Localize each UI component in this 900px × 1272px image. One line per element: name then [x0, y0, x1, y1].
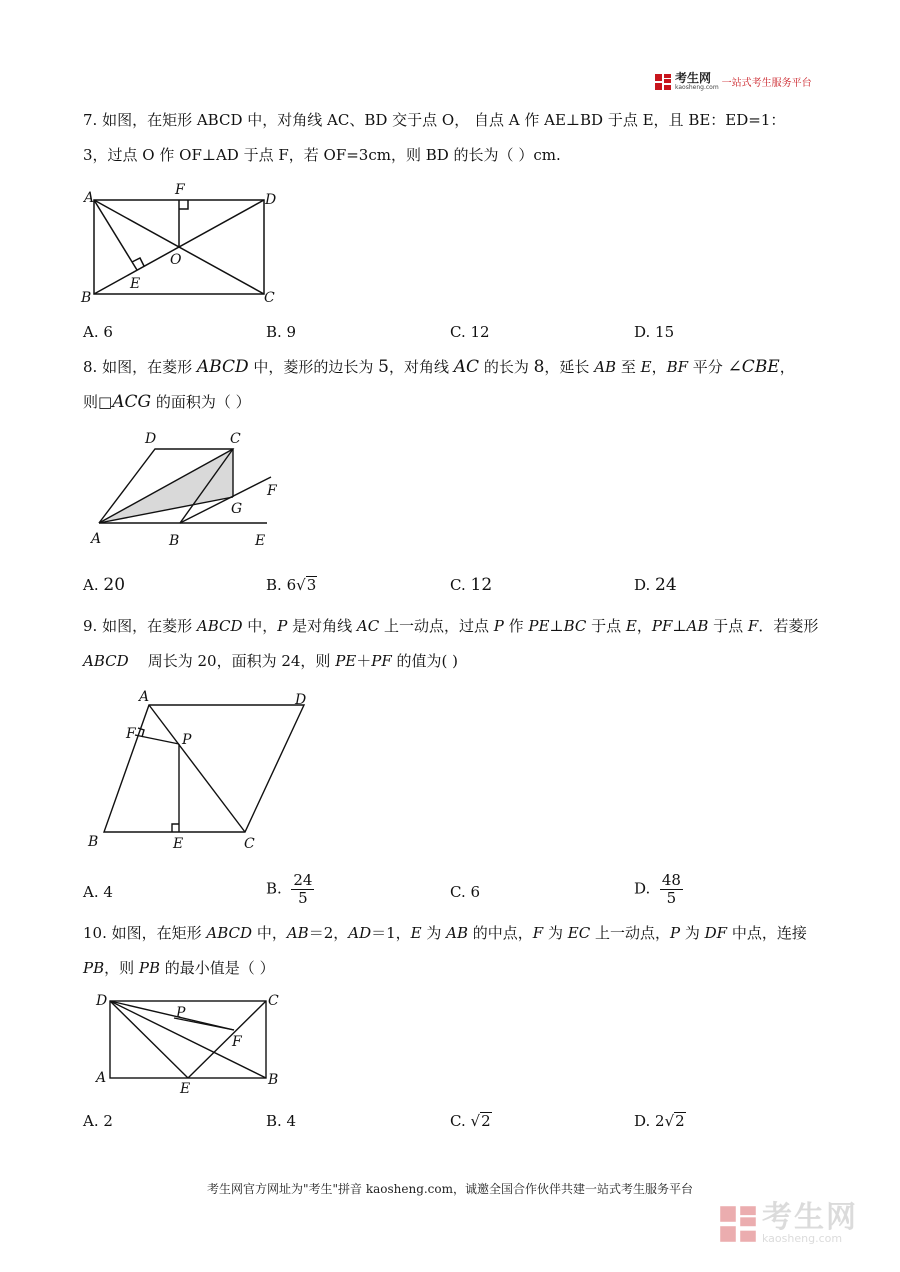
q9-label-b: B — [88, 834, 99, 850]
q10-label-c: C — [268, 993, 279, 1009]
q9-option-a: A. 4 — [83, 883, 113, 901]
q7-option-c: C. 12 — [450, 323, 490, 341]
logo-name: 考生网 — [675, 71, 712, 85]
q8-label-g: G — [231, 501, 243, 517]
q9-figure — [82, 688, 317, 858]
q8-label-b: B — [169, 533, 180, 549]
q8-option-b: B. 6√3 — [266, 576, 317, 594]
q8-label-a: A — [91, 531, 102, 547]
q9-option-c: C. 6 — [450, 883, 481, 901]
q7-label-a: A — [84, 190, 95, 206]
watermark-name: 考生网 — [762, 1200, 858, 1235]
q7-label-o: O — [170, 252, 182, 268]
header-logo — [654, 72, 812, 91]
q8-option-d: D. 24 — [634, 575, 677, 595]
q10-label-p: P — [176, 1005, 186, 1021]
q9-line2: ABCD 周长为 20，面积为 24，则 PE＋PF 的值为( ) — [83, 652, 459, 670]
q10-figure — [90, 990, 295, 1100]
footer-text: 考生网官方网址为"考生"拼音 kaosheng.com，诚邀全国合作伙伴共建一站式考生服务平台 — [206, 1182, 694, 1196]
q8-line2: 则□ACG 的面积为（ ） — [83, 392, 251, 412]
logo-site: kaosheng.com — [675, 84, 719, 91]
q10-segment-db — [110, 1001, 266, 1078]
q9-label-c: C — [244, 836, 255, 852]
q10-label-b: B — [268, 1072, 279, 1088]
q7-option-b: B. 9 — [266, 323, 297, 341]
q10-label-a: A — [96, 1070, 107, 1086]
q9-rhombus — [104, 705, 304, 832]
q9-diagonal-ac — [149, 705, 245, 832]
q8-option-a: A. 20 — [83, 575, 126, 595]
q8-label-f: F — [267, 483, 277, 499]
q9-label-d: D — [295, 692, 307, 708]
q8-label-c: C — [230, 431, 241, 447]
q10-option-d: D. 2√2 — [634, 1112, 685, 1130]
q7-option-a: A. 6 — [83, 323, 113, 341]
q9-label-p: P — [182, 732, 192, 748]
q10-segment-ec — [188, 1001, 266, 1078]
q8-option-c: C. 12 — [450, 575, 493, 595]
watermark-site: kaosheng.com — [762, 1232, 843, 1245]
q8-figure — [85, 425, 290, 555]
q8-line1: 8. 如图，在菱形 ABCD 中，菱形的边长为 5，对角线 AC 的长为 8，延长 AB 至 E，BF 平分 ∠CBE， — [83, 357, 795, 377]
q10-line2: PB，则 PB 的最小值是（ ） — [83, 959, 275, 977]
q9-option-d: D. $\frac{48}{5}$ — [634, 871, 681, 907]
q9-right-angle-e — [172, 824, 179, 832]
q7-option-d: D. 15 — [634, 323, 675, 341]
q10-line1: 10. 如图，在矩形 ABCD 中，AB＝2，AD＝1，E 为 AB 的中点，F 为 EC 上一动点，P 为 DF 中点，连接 — [83, 924, 807, 942]
q7-label-d: D — [265, 192, 277, 208]
q7-label-b: B — [81, 290, 92, 305]
logo-text — [675, 72, 719, 91]
q7-right-angle-f — [179, 200, 188, 209]
watermark — [718, 1200, 858, 1245]
kaosheng-logo-icon — [654, 73, 672, 91]
logo-slogan: 一站式考生服务平台 — [721, 78, 812, 89]
q7-label-e: E — [130, 276, 141, 292]
q10-option-a: A. 2 — [83, 1112, 113, 1130]
q7-line2: 3，过点 O 作 OF⊥AD 于点 F，若 OF=3cm，则 BD 的长为（ ）cm. — [83, 146, 561, 164]
q7-label-f: F — [175, 182, 185, 198]
q7-line1: 7. 如图，在矩形 ABCD 中，对角线 AC、BD 交于点 O， 自点 A 作 AE⊥BD 于点 E，且 BE：ED=1： — [83, 111, 786, 129]
q8-label-e: E — [255, 533, 266, 549]
q9-option-d-fraction: $\frac{48}{5}$ — [661, 871, 681, 907]
q9-label-e: E — [173, 836, 184, 852]
q10-label-f: F — [232, 1034, 242, 1050]
q10-label-d: D — [96, 993, 108, 1009]
q9-option-b-fraction: $\frac{24}{5}$ — [293, 871, 313, 907]
q10-option-b: B. 4 — [266, 1112, 297, 1130]
q9-line1: 9. 如图，在菱形 ABCD 中，P 是对角线 AC 上一动点，过点 P 作 PE⊥BC 于点 E，PF⊥AB 于点 F．若菱形 — [83, 617, 819, 635]
watermark-logo-icon — [718, 1204, 758, 1244]
q9-label-f: F — [126, 726, 136, 742]
q8-label-d: D — [145, 431, 157, 447]
q9-label-a: A — [139, 689, 150, 705]
watermark-text — [762, 1200, 858, 1245]
q10-option-c: C. √2 — [450, 1112, 491, 1130]
q7-figure — [78, 180, 288, 305]
q7-segment-ae — [94, 200, 137, 270]
q7-label-c: C — [264, 290, 275, 305]
q10-label-e: E — [180, 1081, 191, 1097]
q9-option-b: B. $\frac{24}{5}$ — [266, 871, 313, 907]
